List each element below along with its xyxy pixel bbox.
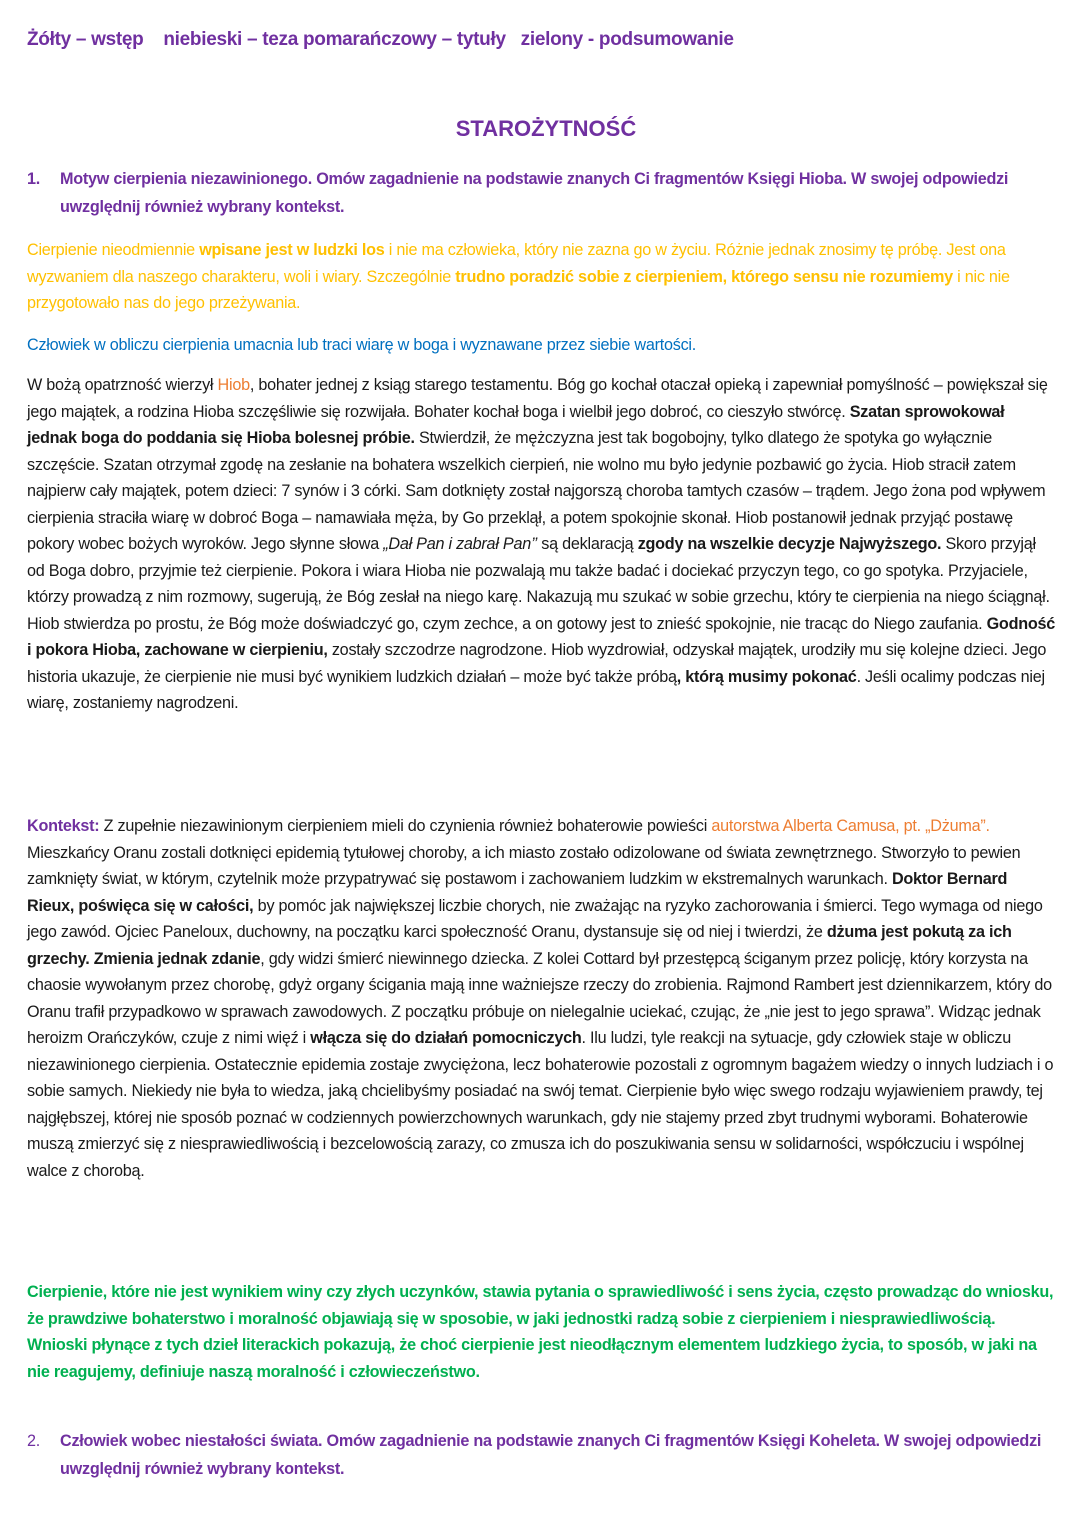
question-1 bbox=[27, 165, 1057, 221]
text-segment: wpisane jest w ludzki los bbox=[199, 241, 385, 259]
color-legend: Żółty – wstęp niebieski – teza pomarańczowy – tytuły zielony - podsumowanie bbox=[27, 29, 734, 50]
thesis-paragraph bbox=[27, 332, 1057, 359]
text-segment: „Dał Pan i zabrał Pan’’ bbox=[383, 535, 538, 553]
text-segment: dżuma jest pokutą za ich grzechy. Zmienia jednak zdanie bbox=[27, 923, 1012, 968]
text-segment: i nic nie przygotowało nas do jego przeżywania. bbox=[27, 267, 1010, 312]
text-segment: , którą musimy pokonać bbox=[676, 667, 857, 686]
text-segment: . Jeśli ocalimy podczas niej wiarę, zostaniemy nagrodzeni. bbox=[27, 667, 1045, 712]
text-segment: trudno poradzić sobie z cierpieniem, którego sensu nie rozumiemy bbox=[455, 267, 953, 286]
text-segment: Godność i pokora Hioba, zachowane w cierpieniu, bbox=[27, 614, 1055, 659]
text-segment: Doktor Bernard Rieux, poświęca się w całości, bbox=[27, 870, 1008, 915]
question-number: 2. bbox=[27, 1432, 41, 1450]
question-text: Motyw cierpienia niezawinionego. Omów zagadnienie na podstawie znanych Ci fragmentów Księgi Hioba. W swojej odpowiedzi uwzględnij również wybrany kontekst. bbox=[60, 170, 1009, 216]
text-segment: Hiob bbox=[217, 376, 250, 394]
text-segment: Szatan sprowokował jednak boga do poddania się Hioba bolesnej próbie. bbox=[27, 402, 1005, 447]
text-segment: Kontekst: bbox=[27, 817, 100, 835]
question-number: 1. bbox=[27, 170, 41, 188]
text-segment: włącza się do działań pomocniczych bbox=[310, 1029, 582, 1047]
text-segment: Skoro przyjął od Boga dobro, przyjmie też cierpienie. Pokora i wiara Hioba nie pozwalają mu także badać i dociekać przyczyn tego, co go spotyka. Przyjaciele, którzy prowadzą z nim rozmowy, sugerują, że Bóg zesłał na niego karę. Nakazują mu szukać w sobie grzechu, który te cierpienia na niego ściągnął. Hiob stwierdza po prostu, że Bóg może doświadczyć go, czym zechce, a on gotowy jest to znieść spokojnie, nie tracąc do Niego zaufania. bbox=[27, 535, 1050, 633]
text-segment: są deklaracją bbox=[537, 535, 638, 553]
intro-paragraph bbox=[27, 237, 1057, 317]
text-segment: Cierpienie, które nie jest wynikiem winy czy złych uczynków, stawia pytania o sprawiedliwość i sens życia, często prowadząc do wniosku, że prawdziwe bohaterstwo i moralność objawiają się w sposobie, w jaki jednostki radzą sobie z cierpieniem i niesprawiedliwością. Wnioski płynące z tych dzieł literackich pokazują, że choć cierpienie jest nieodłącznym elementem ludzkiego życia, to sposób, w jaki na nie reagujemy, definiuje naszą moralność i człowieczeństwo. bbox=[27, 1283, 1054, 1381]
text-segment: W bożą opatrzność wierzył bbox=[27, 376, 218, 394]
text-segment: . Ilu ludzi, tyle reakcji na sytuacje, gdy człowiek staje w obliczu niezawinionego cierpienia. Ostatecznie epidemia zostaje zwyciężona, lecz bohaterowie pozostali z ogromnym bagażem wiedzy o innych ludziach i o sobie samych. Niekiedy nie była to wiedza, jaką chcielibyśmy posiadać na swój temat. Cierpienie było więc swego rodzaju wyjawieniem prawdy, tej najgłębszej, której nie sposób poznać w codziennych powierzchownych warunkach, gdy nie stajemy przed zbyt trudnymi wyborami. Bohaterowie muszą zmierzyć się z niesprawiedliwością i bezcelowością zarazy, co zmusza ich do poszukiwania sensu w solidarności, współczuciu i wspólnej walce z chorobą. bbox=[27, 1029, 1054, 1180]
section-title: STAROŻYTNOŚĆ bbox=[455, 116, 637, 141]
text-segment: autorstwa Alberta Camusa, pt. „Dżuma”. bbox=[711, 817, 990, 835]
text-segment: Człowiek w obliczu cierpienia umacnia lub traci wiarę w boga i wyznawane przez siebie wartości. bbox=[27, 336, 697, 354]
text-segment: by pomóc jak największej liczbie chorych, nie zważając na ryzyko zachorowania i śmierci. Tego wymaga od niego jego zawód. Ojciec Paneloux, duchowny, na początku karci społeczność Oranu, dystansuje się od niej i twierdzi, że bbox=[27, 896, 1043, 941]
text-segment: , gdy widzi śmierć niewinnego dziecka. Z kolei Cottard był przestępcą ściganym przez policję, który korzysta na chaosie wywołanym przez chorobę, gdyż organy ścigania mają inne ważniejsze rzeczy do zrobienia. Rajmond Rambert jest dziennikarzem, który do Oranu trafił przypadkowo w sprawach zawodowych. Z początku próbuje on nielegalnie uciekać, czując, że „nie jest to jego sprawa”. Widząc jednak heroizm Orańczyków, czuje z nimi więź i bbox=[27, 949, 1052, 1047]
context-paragraph bbox=[27, 813, 1057, 1184]
body-paragraph bbox=[27, 372, 1057, 717]
summary-paragraph bbox=[27, 1279, 1057, 1385]
text-segment: Mieszkańcy Oranu zostali dotknięci epidemią tytułowej choroby, a ich miasto zostało odizolowane od świata zewnętrznego. Stworzyło to pewien zamknięty świat, w którym, czytelnik może przypatrywać się postawom i zachowaniem ludzkim w ekstremalnych warunkach. bbox=[27, 843, 1021, 888]
text-segment: Stwierdził, że mężczyzna jest tak bogobojny, tylko dlatego że spotyka go wyłącznie szczęście. Szatan otrzymał zgodę na zesłanie na bohatera wszelkich cierpień, nie wolno mu było jedynie pozbawić go życia. Hiob stracił zatem najpierw cały majątek, potem dzieci: 7 synów i 3 córki. Sam dotknięty został najgorszą choroba tamtych czasów – trądem. Jego żona pod wpływem cierpienia straciła wiarę w dobroć Boga – namawiała męża, by Go przeklął, a potem spokojnie skonał. Hiob postanowił jednak przyjąć postawę pokory wobec bożych wyroków. Jego słynne słowa bbox=[27, 429, 1046, 553]
text-segment: Z zupełnie niezawinionym cierpieniem mieli do czynienia również bohaterowie powieści bbox=[99, 817, 712, 835]
question-text: Człowiek wobec niestałości świata. Omów zagadnienie na podstawie znanych Ci fragmentów Księgi Koheleta. W swojej odpowiedzi uwzględnij również wybrany kontekst. bbox=[60, 1432, 1042, 1478]
text-segment: , bohater jednej z ksiąg starego testamentu. Bóg go kochał otaczał opieką i zapewniał pomyślność – powiększał się jego majątek, a rodzina Hioba szczęśliwie się rozwijała. Bohater kochał boga i wielbił jego dobroć, co cieszyło stwórcę. bbox=[27, 376, 1048, 421]
text-segment: i nie ma człowieka, który nie zazna go w życiu. Różnie jednak znosimy tę próbę. Jest ona wyzwaniem dla naszego charakteru, woli i wiary. Szczególnie bbox=[27, 241, 1006, 286]
text-segment: zostały szczodrze nagrodzone. Hiob wyzdrowiał, odzyskał majątek, urodziły mu się kolejne dzieci. Jego historia ukazuje, że cierpienie nie musi być wynikiem ludzkich działań – może być także próbą bbox=[27, 641, 1047, 686]
question-2 bbox=[27, 1427, 1057, 1483]
text-segment: Cierpienie nieodmiennie bbox=[27, 241, 200, 259]
text-segment: zgody na wszelkie decyzje Najwyższego. bbox=[637, 535, 942, 553]
